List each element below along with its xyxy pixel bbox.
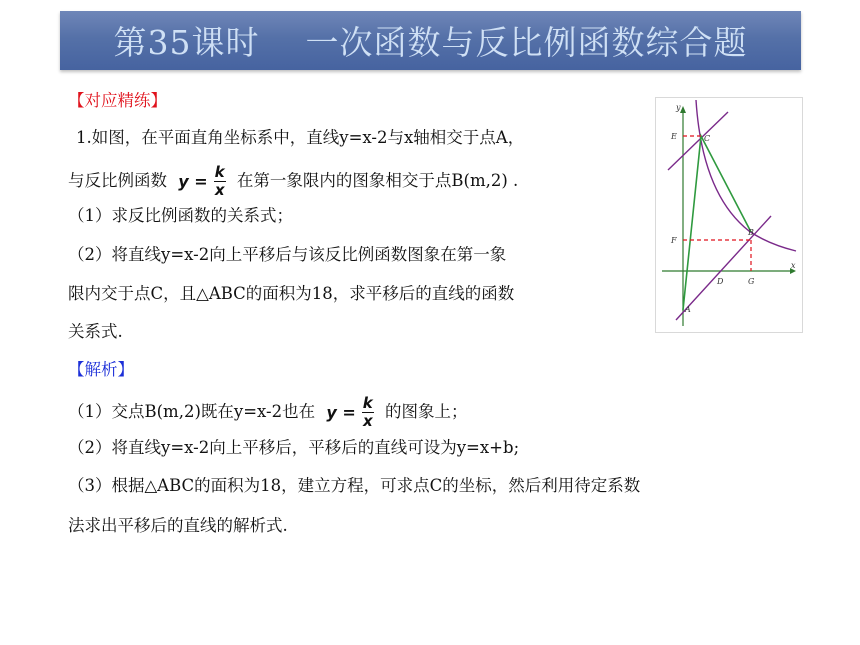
question-line-2-post: 在第一象限内的图象相交于点B(m,2) . bbox=[236, 171, 519, 190]
x-axis-label: x bbox=[791, 261, 796, 270]
coordinate-figure bbox=[655, 97, 803, 333]
page-title: 第35课时 一次函数与反比例函数综合题 bbox=[113, 23, 748, 62]
formula-numerator: k bbox=[362, 394, 373, 412]
question-part-2-line-1: （2）将直线y=x-2向上平移后与该反比例函数图象在第一象 bbox=[68, 245, 507, 264]
question-line-2 bbox=[68, 165, 518, 198]
point-b-label: B bbox=[748, 228, 754, 237]
point-a-label: A bbox=[685, 305, 691, 314]
formula-denominator: x bbox=[214, 181, 225, 199]
title-banner bbox=[60, 11, 801, 70]
point-g-label: G bbox=[748, 277, 755, 286]
figure-svg bbox=[656, 98, 802, 332]
y-axis-arrow bbox=[680, 106, 686, 113]
analysis-step-2: （2）将直线y=x-2向上平移后，平移后的直线可设为y=x+b; bbox=[68, 438, 520, 457]
formula-lhs: y = bbox=[326, 402, 356, 422]
analysis-step-3-line-1: （3）根据△ABC的面积为18，建立方程，可求点C的坐标，然后利用待定系数 bbox=[68, 476, 641, 495]
question-line-1: 1.如图，在平面直角坐标系中，直线y=x-2与x轴相交于点A， bbox=[76, 128, 525, 147]
point-e-label: E bbox=[671, 132, 677, 141]
analysis-step-1-post: 的图象上； bbox=[385, 402, 468, 421]
hyperbola-curve bbox=[696, 100, 796, 251]
analysis-heading: 【解析】 bbox=[68, 360, 134, 379]
analysis-step-1 bbox=[68, 396, 468, 429]
formula-denominator: x bbox=[362, 412, 373, 430]
inverse-function-formula bbox=[178, 165, 225, 198]
formula-numerator: k bbox=[214, 163, 225, 181]
y-axis-label: y bbox=[676, 103, 681, 112]
formula-lhs: y = bbox=[178, 171, 208, 191]
point-c-label: C bbox=[704, 134, 711, 143]
question-part-2-line-2: 限内交于点C，且△ABC的面积为18，求平移后的直线的函数 bbox=[68, 284, 515, 303]
analysis-step-1-pre: （1）交点B(m,2)既在y=x-2也在 bbox=[68, 402, 316, 421]
analysis-step-3-line-2: 法求出平移后的直线的解析式. bbox=[68, 516, 288, 535]
practice-heading: 【对应精练】 bbox=[68, 91, 167, 110]
point-f-label: F bbox=[671, 236, 677, 245]
question-part-2-line-3: 关系式. bbox=[68, 322, 123, 341]
question-line-2-pre: 与反比例函数 bbox=[68, 171, 167, 190]
point-d-label: D bbox=[717, 277, 724, 286]
inverse-function-formula-2 bbox=[326, 396, 373, 429]
question-part-1: （1）求反比例函数的关系式； bbox=[68, 206, 293, 225]
